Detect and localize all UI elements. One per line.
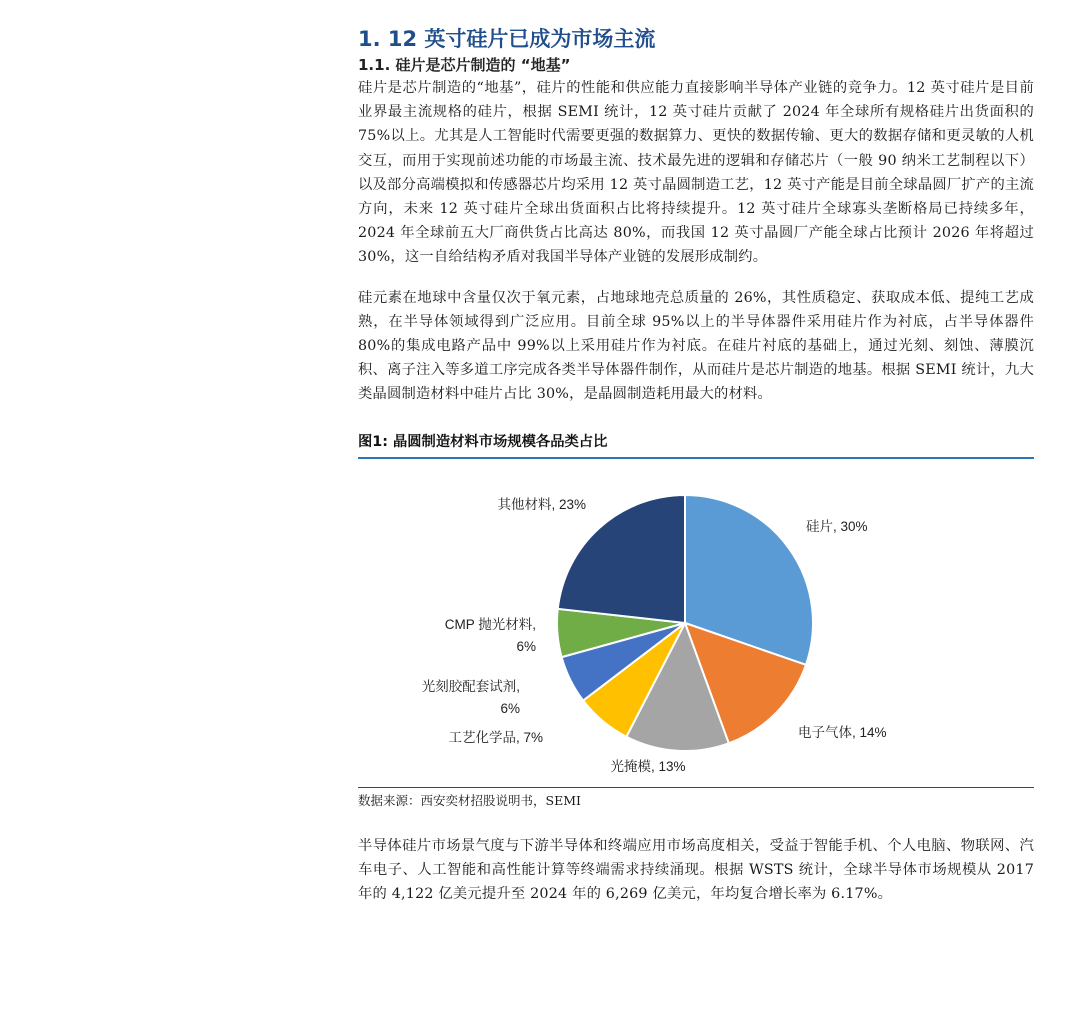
subsection-title: 1.1. 硅片是芯片制造的 “地基” <box>358 56 571 74</box>
pie-slice-7 <box>558 495 685 623</box>
pie-slice-label-2: 电子气体, 14% <box>798 724 887 740</box>
section-title: 1. 12 英寸硅片已成为市场主流 <box>358 27 656 51</box>
document-page <box>358 24 1034 906</box>
pie-chart-svg <box>358 459 1034 785</box>
paragraph-2: 硅元素在地球中含量仅次于氧元素，占地球地壳总质量的 26%，其性质稳定、获取成本低、提纯工艺成熟，在半导体领域得到广泛应用。目前全球 95%以上的半导体器件采用硅片作为衬底，占半导体器件 80%的集成电路产品中 99%以上采用硅片作为衬底。在硅片衬底的基础上，通过光刻、刻蚀、薄膜沉积、离子注入等多道工序完成各类半导体器件制作，从而硅片是芯片制造的地基。根据 SEMI 统计，九大类晶圆制造材料中硅片占比 30%，是晶圆制造耗用最大的材料。 <box>358 289 1034 403</box>
pie-slice-label-6: CMP 抛光材料, 6% <box>444 616 536 654</box>
pie-slice-label-1: 硅片, 30% <box>806 518 868 534</box>
pie-chart <box>358 459 1034 785</box>
paragraph-3: 半导体硅片市场景气度与下游半导体和终端应用市场高度相关，受益于智能手机、个人电脑、物联网、汽车电子、人工智能和高性能计算等终端需求持续涌现。根据 WSTS 统计，全球半导体市场规模从 2017 年的 4,122 亿美元提升至 2024 年的 6,269 亿美元，年均复合增长率为 6.17%。 <box>358 837 1034 903</box>
pie-slice-label-5: 光刻胶配套试剂, 6% <box>421 678 520 716</box>
figure-title: 图1: 晶圆制造材料市场规模各品类占比 <box>358 431 1034 459</box>
paragraph-1: 硅片是芯片制造的“地基”，硅片的性能和供应能力直接影响半导体产业链的竞争力。12 英寸硅片是目前业界最主流规格的硅片，根据 SEMI 统计，12 英寸硅片贡献了 2024 年全球所有规格硅片出货面积的 75%以上。尤其是人工智能时代需要更强的数据算力、更快的数据传输、更大的数据存储和更灵敏的人机交互，而用于实现前述功能的市场最主流、技术最先进的逻辑和存储芯片（一般 90 纳米工艺制程以下）以及部分高端模拟和传感器芯片均采用 12 英寸晶圆制造工艺，12 英寸产能是目前全球晶圆厂扩产的主流方向，未来 12 英寸硅片全球出货面积占比将持续提升。12 英寸硅片全球寡头垄断格局已持续多年，2024 年全球前五大厂商供货占比高达 80%，而我国 12 英寸晶圆厂产能全球占比预计 2026 年将超过 30%，这一自给结构矛盾对我国半导体产业链的发展形成制约。 <box>358 80 1034 266</box>
pie-slice-label-7: 其他材料, 23% <box>497 496 586 512</box>
pie-slice-label-4: 工艺化学品, 7% <box>448 729 543 745</box>
pie-slice-label-3: 光掩模, 13% <box>610 758 686 774</box>
figure-source: 数据来源：西安奕材招股说明书，SEMI <box>358 787 1034 810</box>
